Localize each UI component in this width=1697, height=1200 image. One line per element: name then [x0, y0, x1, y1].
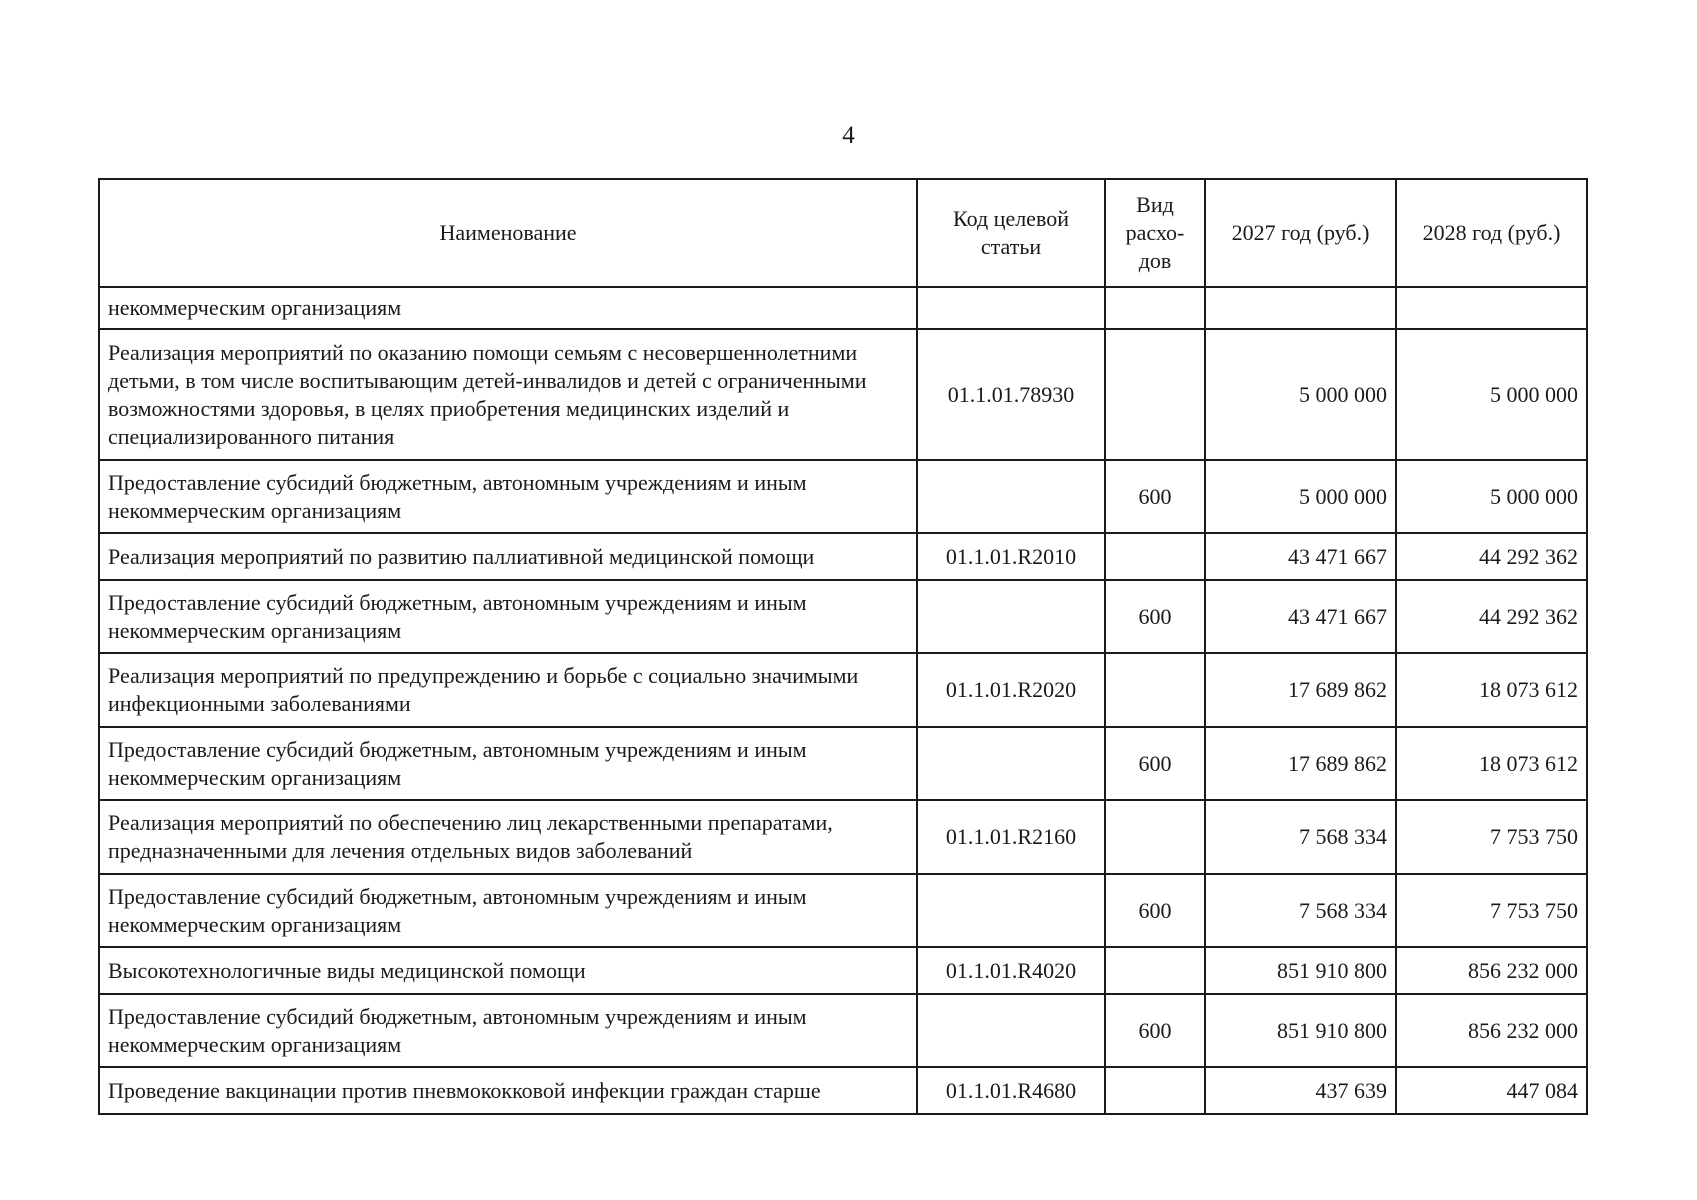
- row-code: 01.1.01.R2160: [917, 800, 1105, 874]
- row-code: 01.1.01.R2010: [917, 533, 1105, 580]
- row-vid: [1105, 800, 1205, 874]
- table-row: [99, 329, 1587, 460]
- table-row: [99, 653, 1587, 727]
- row-vid: [1105, 287, 1205, 329]
- row-amount-2027: 7 568 334: [1205, 874, 1396, 947]
- budget-table: [98, 178, 1588, 1115]
- row-name: Предоставление субсидий бюджетным, автономным учреждениям и иным некоммерческим организациям: [99, 580, 917, 653]
- row-name: Предоставление субсидий бюджетным, автономным учреждениям и иным некоммерческим организациям: [99, 460, 917, 533]
- row-amount-2027: 43 471 667: [1205, 580, 1396, 653]
- row-amount-2027: 17 689 862: [1205, 727, 1396, 800]
- row-vid: 600: [1105, 580, 1205, 653]
- table-row: [99, 800, 1587, 874]
- row-amount-2027: 43 471 667: [1205, 533, 1396, 580]
- row-amount-2027: 851 910 800: [1205, 994, 1396, 1067]
- row-name: Предоставление субсидий бюджетным, автономным учреждениям и иным некоммерческим организациям: [99, 994, 917, 1067]
- row-name: Предоставление субсидий бюджетным, автономным учреждениям и иным некоммерческим организациям: [99, 727, 917, 800]
- row-vid: 600: [1105, 727, 1205, 800]
- row-amount-2028: 18 073 612: [1396, 653, 1587, 727]
- row-amount-2027: 851 910 800: [1205, 947, 1396, 994]
- row-name: Проведение вакцинации против пневмококковой инфекции граждан старше: [99, 1067, 917, 1114]
- row-vid: 600: [1105, 994, 1205, 1067]
- row-code: 01.1.01.R4020: [917, 947, 1105, 994]
- row-amount-2027: 17 689 862: [1205, 653, 1396, 727]
- row-code: 01.1.01.78930: [917, 329, 1105, 460]
- row-amount-2027: 437 639: [1205, 1067, 1396, 1114]
- row-amount-2028: 5 000 000: [1396, 460, 1587, 533]
- row-amount-2028: 856 232 000: [1396, 947, 1587, 994]
- row-name: Предоставление субсидий бюджетным, автономным учреждениям и иным некоммерческим организациям: [99, 874, 917, 947]
- table-row: [99, 533, 1587, 580]
- row-name: некоммерческим организациям: [99, 287, 917, 329]
- header-name: Наименование: [99, 179, 917, 287]
- row-code: [917, 580, 1105, 653]
- row-amount-2027: [1205, 287, 1396, 329]
- row-name: Высокотехнологичные виды медицинской помощи: [99, 947, 917, 994]
- table-row: [99, 287, 1587, 329]
- row-vid: 600: [1105, 460, 1205, 533]
- row-name: Реализация мероприятий по развитию паллиативной медицинской помощи: [99, 533, 917, 580]
- row-name: Реализация мероприятий по обеспечению лиц лекарственными препаратами, предназначенными для лечения отдельных видов заболеваний: [99, 800, 917, 874]
- row-code: [917, 727, 1105, 800]
- table-row: [99, 1067, 1587, 1114]
- table-row: [99, 580, 1587, 653]
- row-amount-2028: 44 292 362: [1396, 580, 1587, 653]
- table-row: [99, 727, 1587, 800]
- row-vid: [1105, 653, 1205, 727]
- page-number: 4: [842, 122, 855, 149]
- row-code: 01.1.01.R2020: [917, 653, 1105, 727]
- table-header-row: [99, 179, 1587, 287]
- row-code: [917, 874, 1105, 947]
- header-code: Код целевой статьи: [917, 179, 1105, 287]
- header-year-2028: 2028 год (руб.): [1396, 179, 1587, 287]
- row-amount-2027: 5 000 000: [1205, 460, 1396, 533]
- row-amount-2027: 5 000 000: [1205, 329, 1396, 460]
- row-amount-2028: 44 292 362: [1396, 533, 1587, 580]
- row-name: Реализация мероприятий по предупреждению и борьбе с социально значимыми инфекционными заболеваниями: [99, 653, 917, 727]
- row-vid: 600: [1105, 874, 1205, 947]
- row-vid: [1105, 947, 1205, 994]
- header-vid: Вид расхо-дов: [1105, 179, 1205, 287]
- row-vid: [1105, 533, 1205, 580]
- row-name: Реализация мероприятий по оказанию помощи семьям с несовершеннолетними детьми, в том числе воспитывающим детей-инвалидов и детей с ограниченными возможностями здоровья, в целях приобретения медицинских изделий и специализированного питания: [99, 329, 917, 460]
- row-amount-2028: [1396, 287, 1587, 329]
- row-code: [917, 994, 1105, 1067]
- row-code: [917, 460, 1105, 533]
- row-amount-2027: 7 568 334: [1205, 800, 1396, 874]
- row-code: 01.1.01.R4680: [917, 1067, 1105, 1114]
- row-amount-2028: 856 232 000: [1396, 994, 1587, 1067]
- table-row: [99, 947, 1587, 994]
- table-row: [99, 460, 1587, 533]
- table-row: [99, 874, 1587, 947]
- header-year-2027: 2027 год (руб.): [1205, 179, 1396, 287]
- row-amount-2028: 447 084: [1396, 1067, 1587, 1114]
- table-row: [99, 994, 1587, 1067]
- row-amount-2028: 18 073 612: [1396, 727, 1587, 800]
- row-amount-2028: 7 753 750: [1396, 874, 1587, 947]
- row-vid: [1105, 329, 1205, 460]
- row-vid: [1105, 1067, 1205, 1114]
- row-amount-2028: 5 000 000: [1396, 329, 1587, 460]
- row-code: [917, 287, 1105, 329]
- row-amount-2028: 7 753 750: [1396, 800, 1587, 874]
